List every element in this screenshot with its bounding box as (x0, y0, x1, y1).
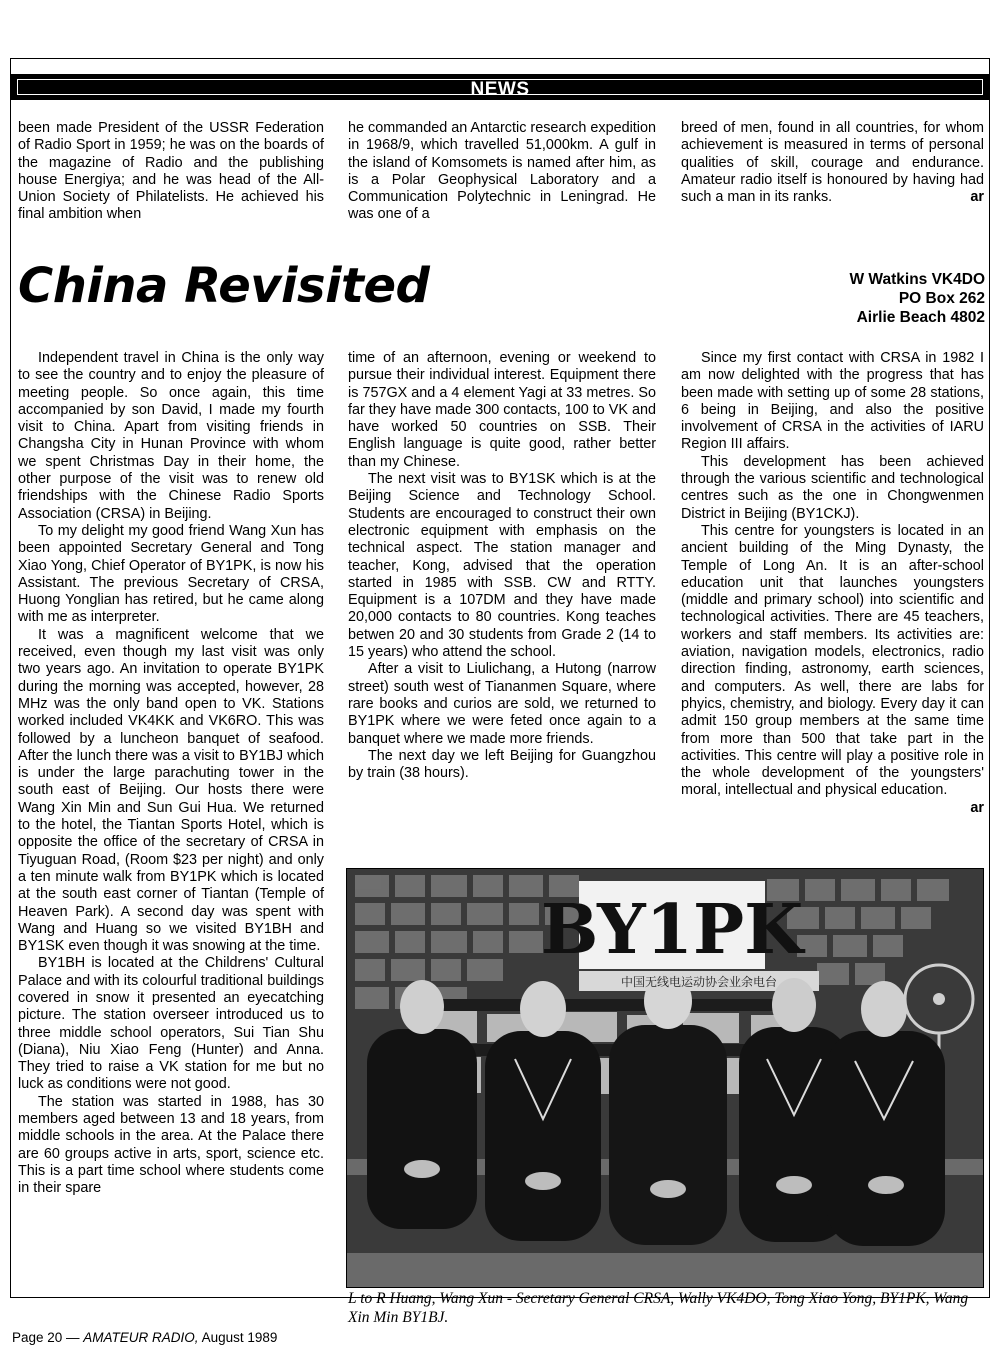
paragraph: After a visit to Liulichang, a Hutong (narrow street) south west of Tiananmen Square, where rare books and curios are sold, we returned to BY1PK where we were feted once again to a banquet where we made more friends. (348, 661, 656, 747)
paragraph: The next day we left Beijing for Guangzhou by train (38 hours). (348, 747, 656, 782)
station-photo (346, 868, 984, 1288)
continued-text-3 (681, 120, 984, 206)
issue-date: August 1989 (198, 1330, 278, 1345)
continued-text-1: been made President of the USSR Federation of Radio Sport in 1959; he was on the boards of the magazine of Radio and the publishing house Energiya; and he was head of the All-Union Society of Philatelists. He achieved his final ambition when (18, 120, 324, 223)
article-column-3 (681, 350, 984, 817)
section-header-bar (10, 74, 990, 100)
continued-column-3 (681, 120, 984, 206)
paragraph: time of an afternoon, evening or weekend to pursue their individual interest. Equipment there is 757GX and a 4 element Yagi at 33 metres. So far they have made 300 contacts, 100 to VK and have worked 50 countries on SSB. Their English language is quite good, rather better than my Chinese. (348, 350, 657, 470)
paragraph: BY1BH is located at the Childrens' Cultural Palace and with its colourful traditional buildings covered in snow it presented an eyecatching picture. The station overseer introduced us to three middle school operators, Sui Tian Shu (Diana), Niu Xiao Feng (Hunter) and Anna. They tried to raise a VK station for me but no luck as conditions were not good. (18, 955, 324, 1093)
magazine-name: AMATEUR RADIO, (83, 1330, 199, 1345)
paragraph: This centre for youngsters is located in an ancient building of the Ming Dynasty, the Temple of Long An. It is an after-school education unit that launches youngsters (middle and primary school) into scientific and technological activities. There are 45 teachers, workers and staff members. Its activities are: aviation, navigation models, electronics, radio direction finding, astronomy, earth sciences, and computers. As well, there are labs for phyics, chemistry, and biology. Every day it can admit 150 group members at the same time from more than 500 that take part in the activities. This centre will play a positive role in the whole development of the youngsters' moral, intellectual and physical education. (681, 522, 984, 799)
station-photo-drawing (347, 869, 984, 1288)
byline (850, 270, 986, 327)
continued-signoff: ar (970, 189, 984, 206)
article-title: China Revisited (18, 258, 430, 314)
paragraph: The station was started in 1988, has 30 members aged between 13 and 18 years, from middle schools in the area. At the Palace there are 60 groups active in arts, sport, science etc. This is a part time school where students come in their spare (18, 1093, 324, 1197)
page-number: Page 20 — (12, 1330, 84, 1345)
address-line-1: PO Box 262 (898, 290, 985, 307)
article-column-2 (348, 350, 656, 782)
continued-column-2 (348, 120, 656, 224)
paragraph: Independent travel in China is the only way to see the country and to enjoy the pleasure of meeting people. So once again, this time accompanied by son David, I made my fourth visit to China. Apart from visiting friends in Changsha City in Hunan Province with whom we spent Christmas Day in their home, the other purpose of the visit was to renew old friendships with the Chinese Radio Sports Association (CRSA) in Beijing. (18, 350, 324, 522)
article-signoff: ar (970, 799, 984, 816)
article-column-1 (18, 350, 324, 1198)
paragraph: Since my first contact with CRSA in 1982 I am now delighted with the progress that has been made with setting up of some 28 stations, 6 being in Beijing, and also the positive involvement of CRSA in the activities of IARU Region III affairs. (681, 350, 984, 453)
continued-text-2: he commanded an Antarctic research expedition in 1968/9, which travelled 51,000km. A gulf in the island of Komsomets is named after him, as is a Polar Geophysical Laboratory and a Communication Polytechnic in Leningrad. He was one of a (348, 120, 656, 223)
address-line-2: Airlie Beach 4802 (856, 309, 985, 326)
section-title: NEWS (470, 79, 530, 100)
paragraph: It was a magnificent welcome that we received, even though my last visit was only two years ago. An invitation to operate BY1PK during the morning was accepted, however, 28 MHz was the only band open to VK. Stations worked included VK4KK and VK6RO. This was followed by a luncheon banquet of seafood. After the lunch there was a visit to BY1BJ which is under the large parachuting tower in the south east of Beijing. Our hosts there were Wang Xin Min and Sun Gui Hua. We returned to the hotel, the Tiantan Sports Hotel, which is opposite the office of the secretary of CRSA in Tiyuguan Road, (Room $23 per night) and only a ten minute walk from BY1PK which is located at the south east corner of Tiantan (Temple of Heaven Park). A second day was spent with Wang and Huang so we visited BY1BH and BY1SK even though it was snowing at the time. (18, 626, 324, 955)
photo-caption: L to R Huang, Wang Xun - Secretary General CRSA, Wally VK4DO, Tong Xiao Yong, BY1PK, Wang Xin Min BY1BJ. (348, 1290, 969, 1326)
continued-column-1 (18, 120, 324, 224)
paragraph: To my delight my good friend Wang Xun has been appointed Secretary General and Tong Xiao Yong, Chief Operator of BY1PK, is now his Assistant. The previous Secretary of CRSA, Huong Yonglian has retired, but he came along with me as interpreter. (18, 522, 324, 626)
continued-text-3-body: breed of men, found in all countries, for whom achievement is measured in terms of personal qualities of skill, courage and endurance. Amateur radio itself is honoured by having had such a man in its ranks. (681, 120, 984, 206)
author: W Watkins VK4DO (849, 271, 985, 288)
page-footer (12, 1330, 277, 1346)
sign-callsign: BY1PK (540, 890, 804, 970)
paragraph: This development has been achieved through the various scientific and technological centres such as the one in Chongwenmen District in Beijing (BY1CKJ). (681, 453, 984, 522)
section-header-inner (17, 79, 983, 100)
sign-banner: 中国无线电运动协会业余电台 (620, 975, 778, 989)
paragraph: The next visit was to BY1SK which is at the Beijing Science and Technology School. Students are encouraged to construct their own electronic equipment with emphasis on the technical aspect. The station manager and teacher, Kong, advised that the operation started in 1985 with SSB. CW and RTTY. Equipment is a 107DM and they have made 20,000 contacts to 80 countries. Kong teaches betwen 20 and 30 students from Grade 2 (14 to 15 years) who attend the school. (348, 471, 656, 661)
